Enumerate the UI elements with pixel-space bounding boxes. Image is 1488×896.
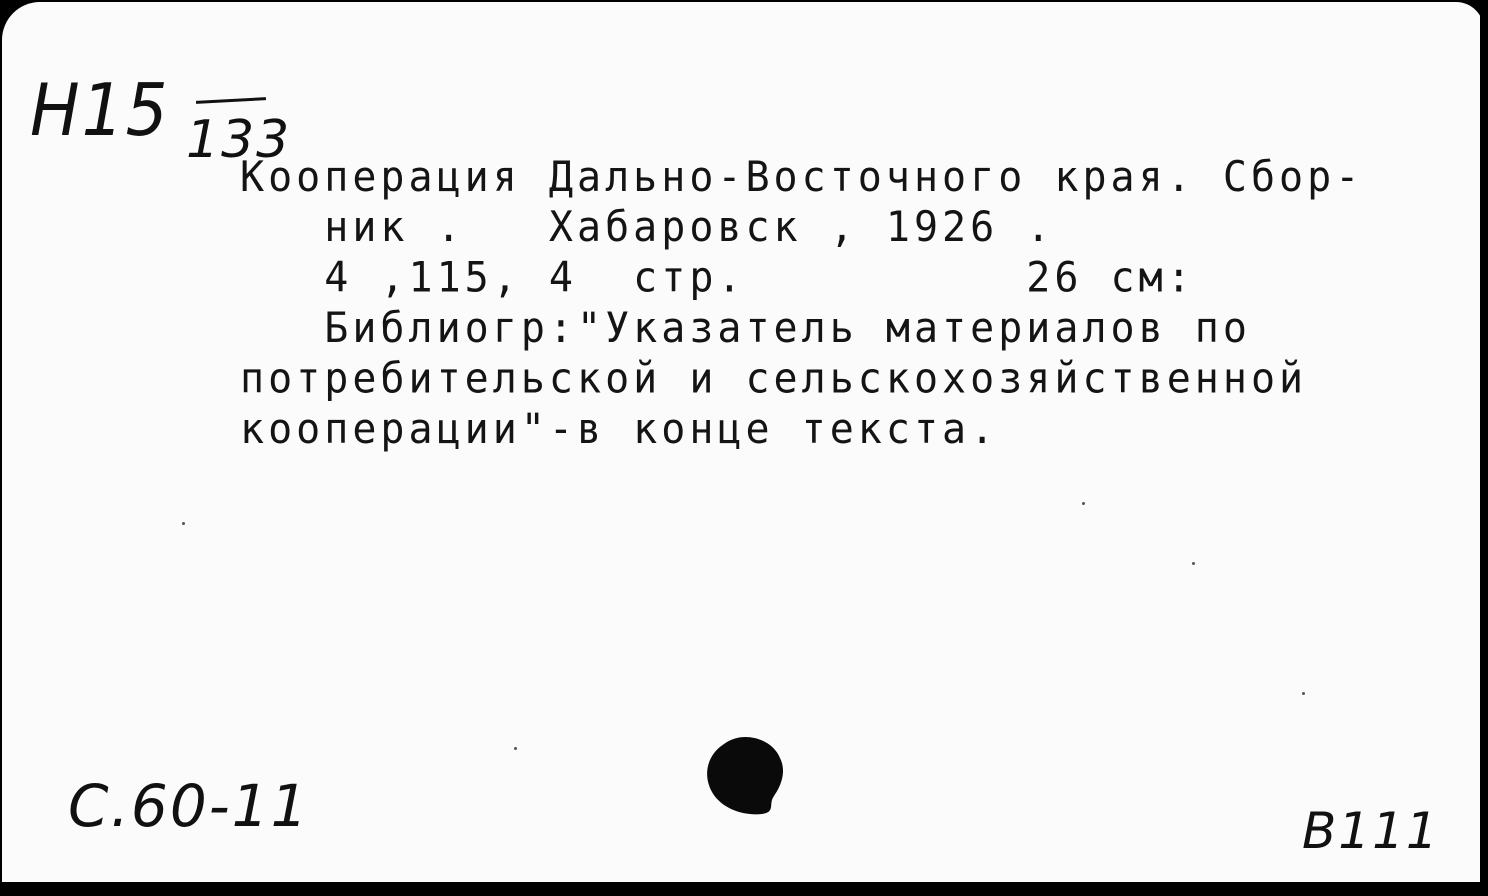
record-line: Библиогр:"Указатель материалов по (240, 304, 1251, 353)
card-edge-right (1480, 0, 1488, 896)
dust-speck (1192, 562, 1195, 565)
inventory-mark: В111 (1302, 802, 1440, 860)
dust-speck (1082, 502, 1085, 505)
dust-speck (514, 747, 517, 750)
record-line: потребительской и сельскохозяйственной (240, 354, 1308, 403)
call-number-overline (196, 97, 266, 104)
dust-speck (1302, 692, 1305, 695)
shelf-mark: С.60-11 (68, 772, 310, 840)
catalog-card (2, 2, 1484, 882)
record-line: кооперации"-в конце текста. (240, 405, 999, 454)
bibliographic-record (240, 152, 1363, 454)
record-line: 4 ,115, 4 стр. 26 см: (240, 253, 1195, 303)
call-number-main: H15 (30, 68, 170, 153)
record-line: Кооперация Дально-Восточного края. Сбор- (240, 153, 1364, 202)
record-line: ник . Хабаровск , 1926 . (240, 203, 1055, 252)
card-edge-bottom (0, 882, 1488, 896)
dust-speck (182, 522, 185, 525)
call-number-sub: 133 (186, 110, 292, 170)
ink-blot (702, 730, 792, 818)
